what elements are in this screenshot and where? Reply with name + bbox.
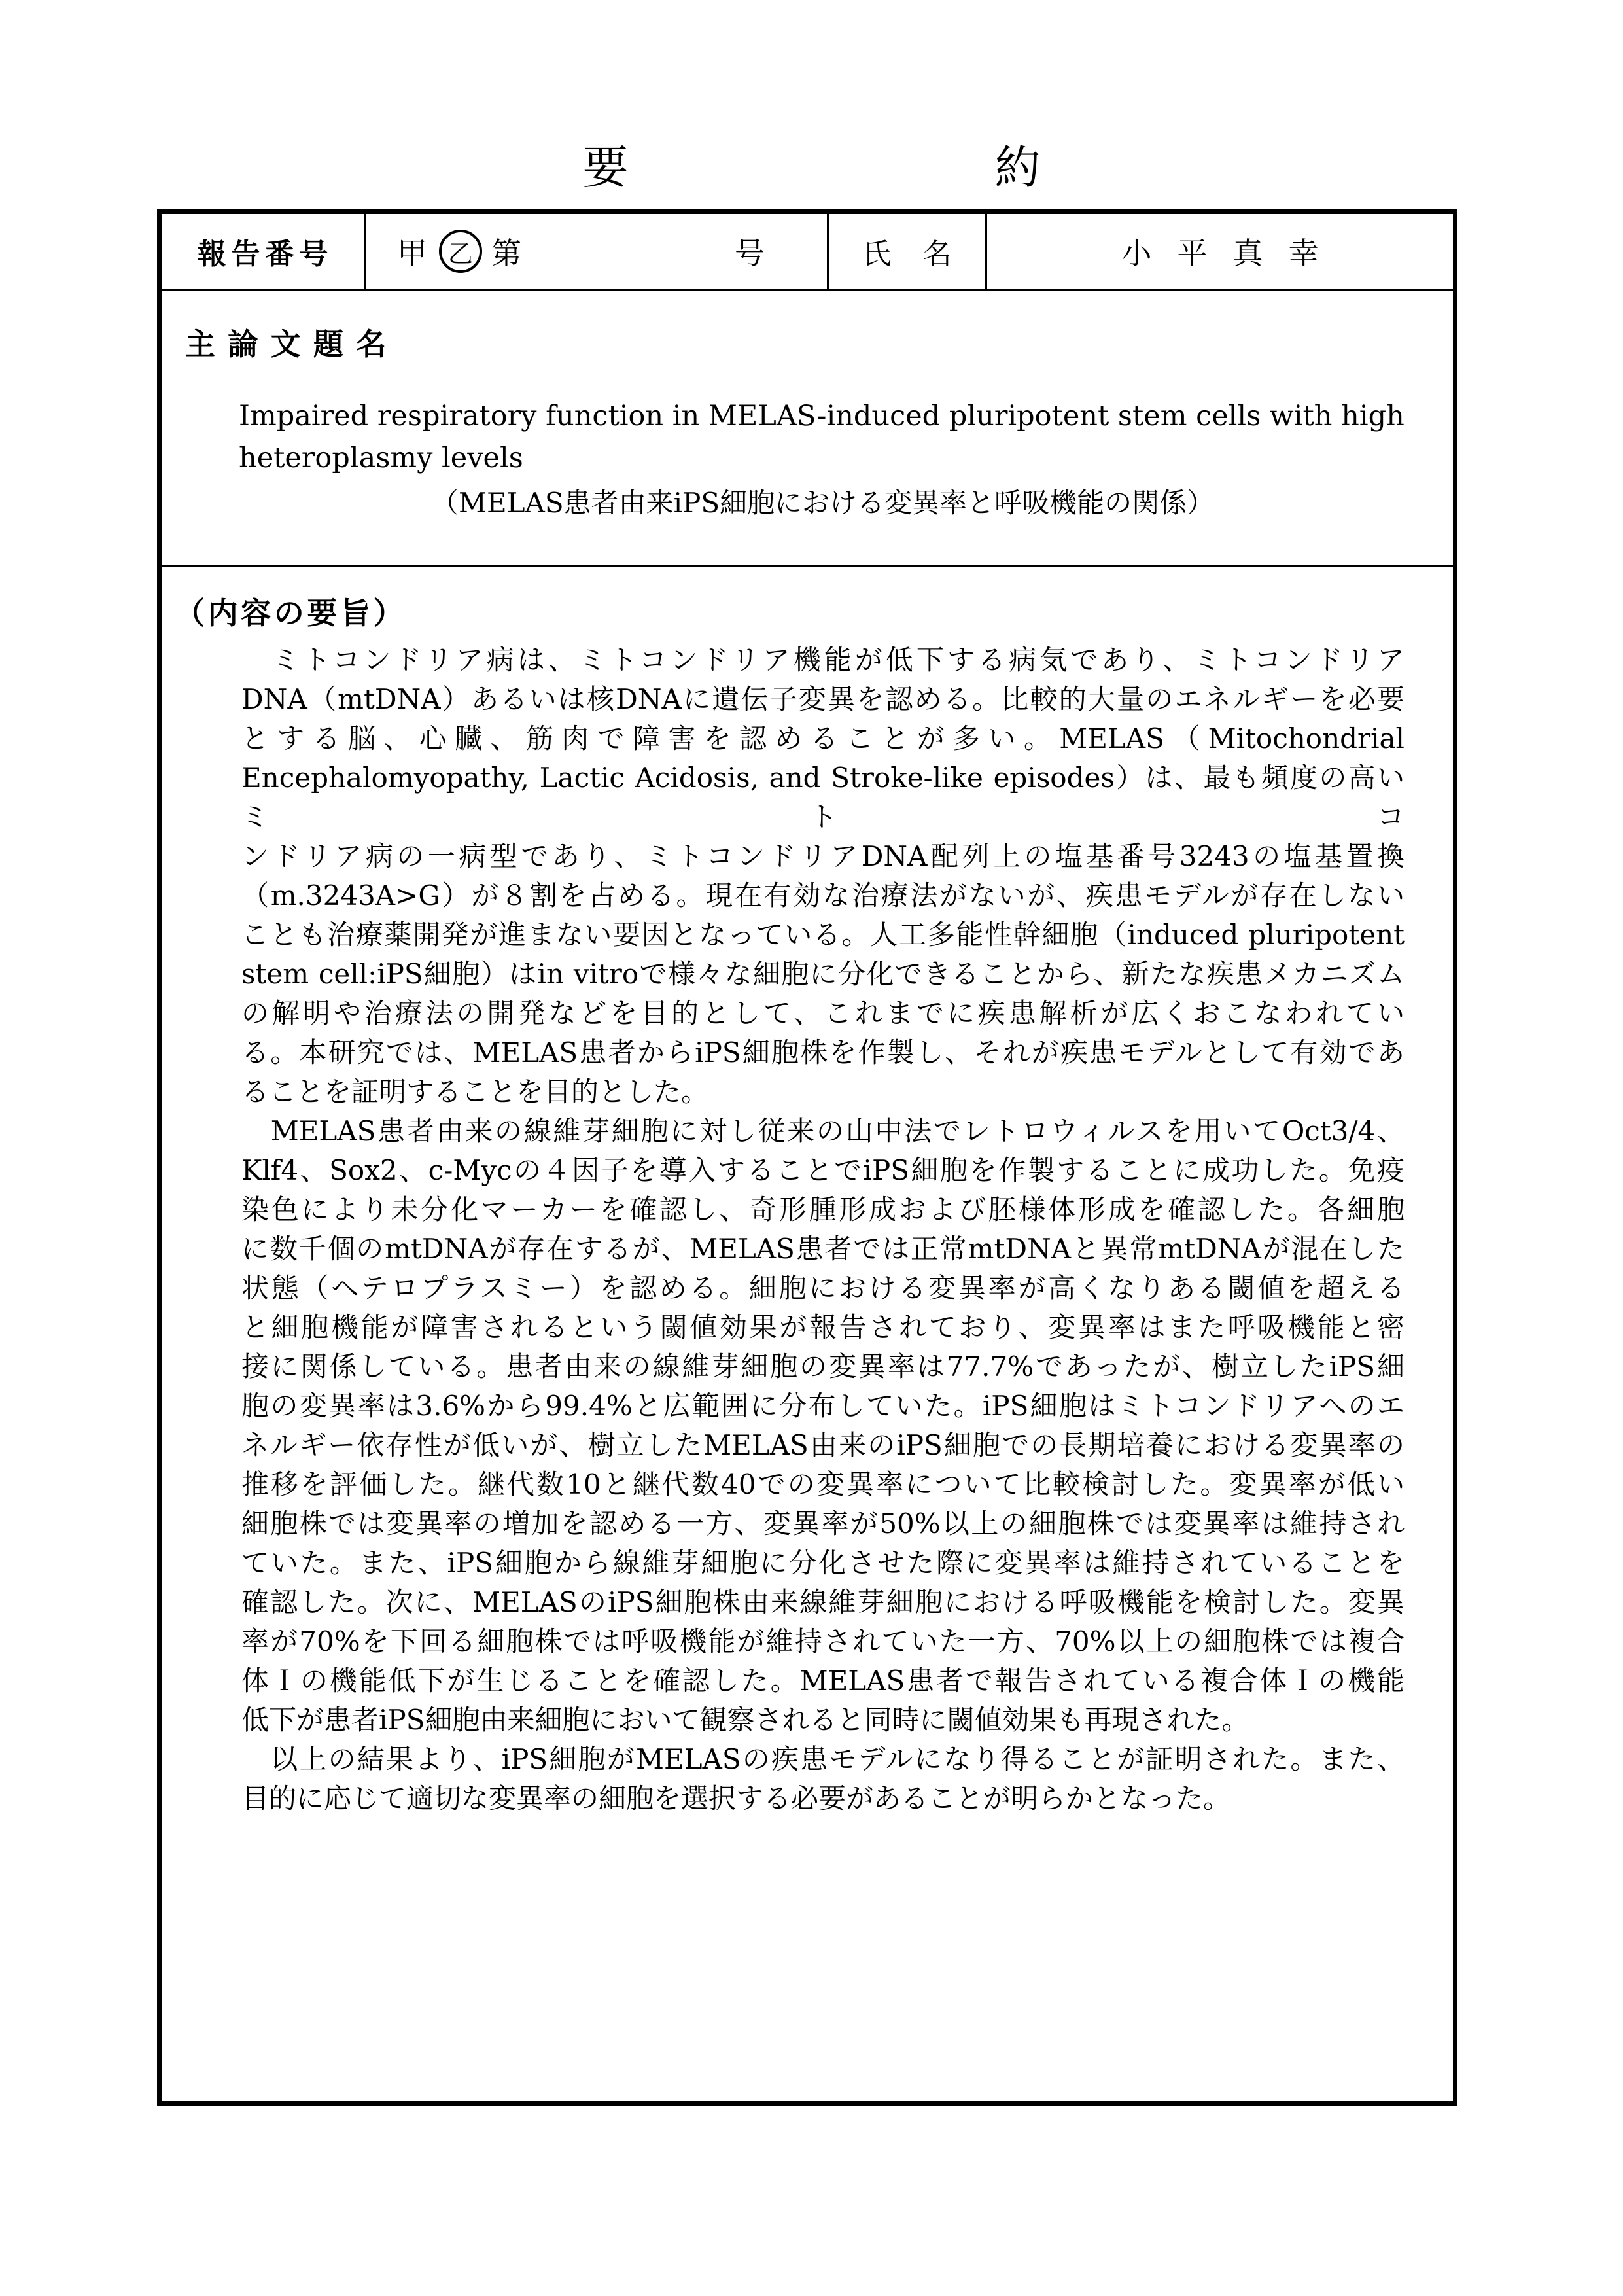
abstract-line: 接に関係している。患者由来の線維芽細胞の変異率は77.7%であったが、樹立したiPS細 [241, 1351, 1405, 1383]
report-number-field-cell [366, 214, 829, 289]
main-thesis-title-label: 主論文題名 [185, 327, 399, 362]
abstract-line: 目的に応じて適切な変異率の細胞を選択する必要があることが明らかとなった。 [241, 1782, 1231, 1814]
page-title: 要 約 [582, 141, 1041, 194]
abstract-line: 低下が患者iPS細胞由来細胞において観察されると同時に閾値効果も再現された。 [241, 1704, 1249, 1736]
abstract-line: 染色により未分化マーカーを確認し、奇形腫形成および胚様体形成を確認した。各細胞 [241, 1193, 1405, 1226]
abstract-line: MELAS患者由来の線維芽細胞に対し従来の山中法でレトロウィルスを用いてOct3/4、 [241, 1115, 1405, 1147]
author-name-cell [987, 214, 1453, 289]
report-number-label-cell [162, 214, 366, 289]
kou-label: 甲 [397, 236, 427, 271]
abstract-line: stem cell:iPS細胞）はin vitroで様々な細胞に分化できることから、新たな疾患メカニズム [241, 958, 1405, 990]
abstract-line: る。本研究では、MELAS患者からiPS細胞株を作製し、それが疾患モデルとして有効であ [241, 1036, 1405, 1069]
name-label-cell [829, 214, 987, 289]
english-title-line-2: heteroplasmy levels [239, 442, 523, 474]
abstract-line: ていた。また、iPS細胞から線維芽細胞に分化させた際に変異率は維持されていることを [241, 1547, 1405, 1579]
abstract-line: Encephalomyopathy, Lactic Acidosis, and Stroke-like episodes）は、最も頻度の高いミトコ [241, 762, 1405, 833]
report-number-label: 報告番号 [197, 238, 334, 271]
abstract-section [162, 567, 1453, 2101]
abstract-line: の解明や治療法の開発などを目的として、これまでに疾患解析が広くおこなわれてい [241, 997, 1405, 1029]
abstract-line: 状態（ヘテロプラスミー）を認める。細胞における変異率が高くなりある閾値を超える [241, 1272, 1405, 1304]
abstract-line: ることを証明することを目的とした。 [241, 1076, 709, 1108]
abstract-line: 推移を評価した。継代数10と継代数40での変異率について比較検討した。変異率が低い [241, 1468, 1405, 1500]
otsu-circled-mark: 乙 [439, 230, 482, 273]
abstract-line: ことも治療薬開発が進まない要因となっている。人工多能性幹細胞（induced pluripotent [241, 919, 1405, 951]
thesis-title-section [162, 291, 1453, 567]
abstract-line: Klf4、Sox2、c-Mycの４因子を導入することでiPS細胞を作製することに成功した。免疫 [241, 1154, 1405, 1186]
abstract-line: 率が70%を下回る細胞株では呼吸機能が維持されていた一方、70%以上の細胞株では複合 [241, 1625, 1405, 1657]
abstract-line: とする脳、心臓、筋肉で障害を認めることが多い。MELAS（Mitochondrial [241, 722, 1405, 754]
name-label: 氏名 [862, 238, 984, 271]
english-title [239, 395, 1405, 479]
dai-label: 第 [491, 236, 521, 271]
gou-label: 号 [735, 236, 765, 271]
summary-form-box [157, 209, 1457, 2106]
abstract-label: （内容の要旨） [175, 595, 407, 631]
abstract-line: （m.3243A>G）が８割を占める。現在有効な治療法がないが、疾患モデルが存在しない [241, 879, 1405, 911]
abstract-line: 確認した。次に、MELASのiPS細胞株由来線維芽細胞における呼吸機能を検討した。変異 [241, 1586, 1405, 1618]
english-title-line-1: Impaired respiratory function in MELAS-induced pluripotent stem cells with high [239, 400, 1405, 433]
abstract-line: に数千個のmtDNAが存在するが、MELAS患者では正常mtDNAと異常mtDNAが混在した [241, 1233, 1405, 1265]
abstract-line: ネルギー依存性が低いが、樹立したMELAS由来のiPS細胞での長期培養における変異率の [241, 1429, 1405, 1461]
header-row [162, 214, 1453, 291]
abstract-line: ンドリア病の一病型であり、ミトコンドリアDNA配列上の塩基番号3243の塩基置換 [241, 840, 1405, 872]
abstract-line: 体Ｉの機能低下が生じることを確認した。MELAS患者で報告されている複合体Ｉの機能 [241, 1665, 1405, 1697]
abstract-line: 細胞株では変異率の増加を認める一方、変異率が50%以上の細胞株では変異率は維持され [241, 1508, 1405, 1540]
abstract-line: と細胞機能が障害されるという閾値効果が報告されており、変異率はまた呼吸機能と密 [241, 1311, 1405, 1343]
abstract-body [241, 641, 1405, 1818]
abstract-line: DNA（mtDNA）あるいは核DNAに遺伝子変異を認める。比較的大量のエネルギーを必要 [241, 683, 1405, 715]
abstract-line: 以上の結果より、iPS細胞がMELASの疾患モデルになり得ることが証明された。また、 [241, 1743, 1405, 1775]
abstract-line: ミトコンドリア病は、ミトコンドリア機能が低下する病気であり、ミトコンドリア [241, 644, 1405, 676]
japanese-title: （MELAS患者由来iPS細胞における変異率と呼吸機能の関係） [431, 487, 1215, 519]
author-name: 小平真幸 [1121, 236, 1344, 271]
abstract-line: 胞の変異率は3.6%から99.4%と広範囲に分布していた。iPS細胞はミトコンドリアへのエ [241, 1390, 1405, 1422]
